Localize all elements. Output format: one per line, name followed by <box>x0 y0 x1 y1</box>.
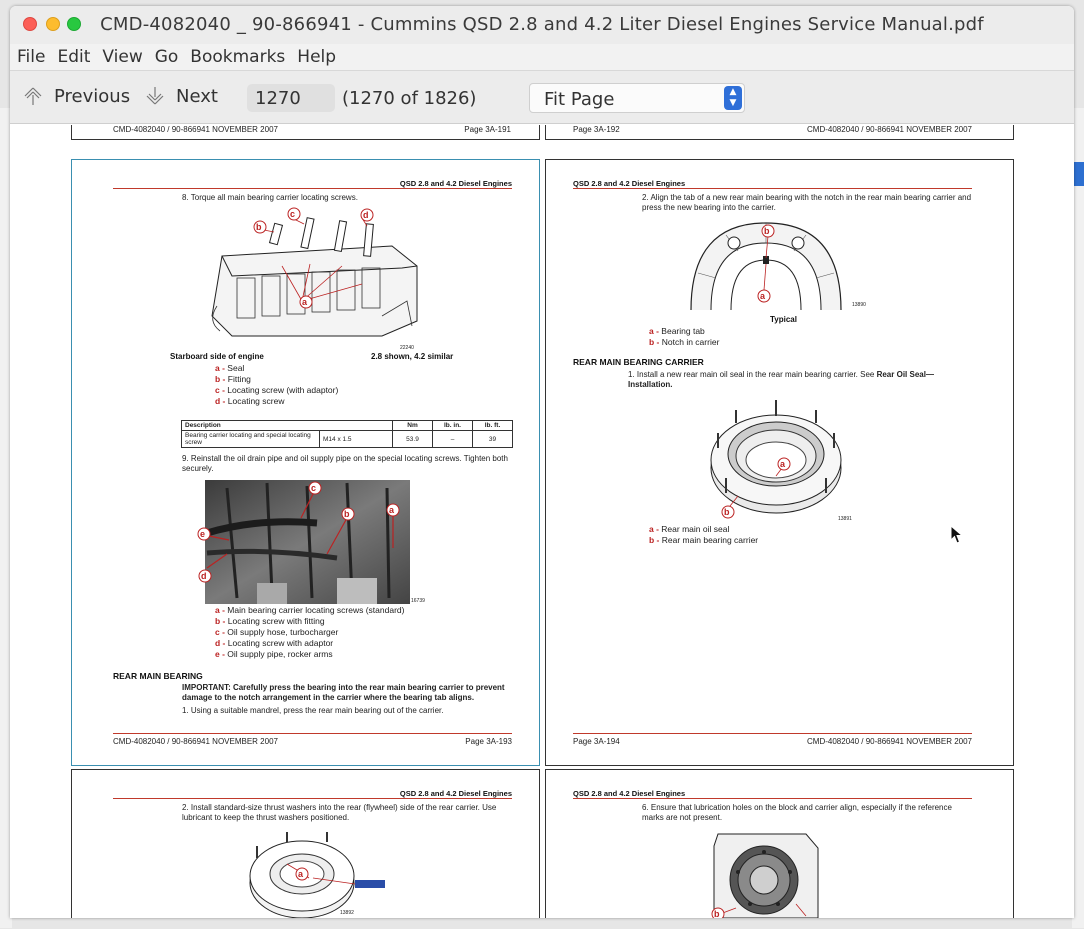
legend-item: b - Locating screw with fitting <box>215 616 325 626</box>
section-heading: REAR MAIN BEARING CARRIER <box>573 357 704 367</box>
page-3A-192 <box>545 125 1014 140</box>
legend-item: a - Main bearing carrier locating screws (standard) <box>215 605 405 615</box>
page-count: (1270 of 1826) <box>342 88 477 109</box>
table-cell: 53.9 <box>393 431 433 448</box>
arrow-down-icon <box>144 85 166 107</box>
svg-text:a: a <box>760 291 766 301</box>
legend-item: d - Locating screw with adaptor <box>215 638 334 648</box>
step-6: 6. Ensure that lubrication holes on the block and carrier align, especially if the reference marks are not present. <box>642 803 952 822</box>
legend-fig1 <box>215 363 338 407</box>
legend-item: b - Notch in carrier <box>649 337 720 347</box>
legend-item: a - Rear main oil seal <box>649 524 730 534</box>
menu-go[interactable]: Go <box>154 47 179 67</box>
page-3A-196 <box>545 769 1014 918</box>
header-rule <box>113 188 512 189</box>
page-header: QSD 2.8 and 4.2 Diesel Engines <box>399 789 512 798</box>
footer-rule <box>113 733 512 734</box>
step-9: 9. Reinstall the oil drain pipe and oil supply pipe on the special locating screws. Tighten both securely. <box>182 454 508 473</box>
menu-bookmarks[interactable]: Bookmarks <box>190 47 286 67</box>
table-header-cell: lb. in. <box>433 421 473 431</box>
svg-text:c: c <box>311 483 317 493</box>
mouse-cursor-icon <box>950 525 964 545</box>
legend-item: b - Rear main bearing carrier <box>649 535 759 545</box>
legend-fig2 <box>649 524 758 546</box>
page-3A-194 <box>545 159 1014 766</box>
title-bar <box>10 6 1074 44</box>
page-header: QSD 2.8 and 4.2 Diesel Engines <box>573 179 686 188</box>
footer-right: CMD-4082040 / 90-866941 NOVEMBER 2007 <box>807 125 972 134</box>
figure-caption-left: Starboard side of engine <box>170 352 264 361</box>
figure-number: 13892 <box>340 910 354 916</box>
step-1: 1. Using a suitable mandrel, press the rear main bearing out of the carrier. <box>182 706 444 715</box>
table-cell: – <box>433 431 473 448</box>
svg-text:d: d <box>363 210 369 220</box>
menu-edit[interactable]: Edit <box>57 47 91 67</box>
legend-fig2 <box>215 605 404 660</box>
toolbar <box>10 70 1074 124</box>
table-header-cell: Nm <box>393 421 433 431</box>
section-heading: REAR MAIN BEARING <box>113 671 203 681</box>
svg-text:b: b <box>764 226 770 236</box>
menu-file[interactable]: File <box>17 47 46 67</box>
page-3A-195 <box>71 769 540 918</box>
menu-view[interactable]: View <box>102 47 143 67</box>
header-rule <box>573 798 972 799</box>
figure-number: 22240 <box>400 345 414 351</box>
figure-number: 13890 <box>852 302 866 308</box>
legend-fig1 <box>649 326 719 348</box>
step-8: 8. Torque all main bearing carrier locating screws. <box>182 193 358 202</box>
svg-text:b: b <box>724 507 730 517</box>
oil-pipe-photo <box>197 478 412 606</box>
svg-text:b: b <box>256 222 262 232</box>
thrust-washer-illustration <box>247 828 387 918</box>
menu-bar <box>10 44 1074 70</box>
previous-label: Previous <box>54 85 131 107</box>
svg-text:d: d <box>201 571 207 581</box>
block-carrier-illustration <box>706 828 826 918</box>
footer-left: Page 3A-194 <box>573 737 620 746</box>
figure-number: 13891 <box>838 516 852 522</box>
window-title: CMD-4082040 _ 90-866941 - Cummins QSD 2.8 and 4.2 Liter Diesel Engines Service Manual.pdf <box>100 14 984 35</box>
bearing-carrier-illustration <box>686 218 846 313</box>
previous-button[interactable] <box>22 85 130 107</box>
svg-text:e: e <box>200 529 206 539</box>
svg-text:b: b <box>344 509 350 519</box>
figure-caption-right: 2.8 shown, 4.2 similar <box>371 352 454 361</box>
legend-item: c - Locating screw (with adaptor) <box>215 385 339 395</box>
page-3A-191 <box>71 125 540 140</box>
zoom-value: Fit Page <box>544 89 615 110</box>
svg-text:a: a <box>298 869 304 879</box>
legend-item: d - Locating screw <box>215 396 285 406</box>
next-button[interactable] <box>144 85 218 107</box>
figure-caption: Typical <box>770 315 797 324</box>
footer-right: Page 3A-191 <box>464 125 511 134</box>
table-header-cell: Description <box>182 421 393 431</box>
updown-chevron-icon: ▲ ▼ <box>724 86 742 110</box>
svg-text:a: a <box>780 459 786 469</box>
table-header-row <box>182 421 513 431</box>
figure-number: 16739 <box>411 598 425 604</box>
svg-text:c: c <box>290 209 296 219</box>
step-1: 1. Install a new rear main oil seal in the rear main bearing carrier. See Rear Oil Seal—Installation. <box>628 370 934 389</box>
footer-left: CMD-4082040 / 90-866941 NOVEMBER 2007 <box>113 125 278 134</box>
svg-text:a: a <box>389 505 395 515</box>
footer-right: Page 3A-193 <box>465 737 512 746</box>
legend-item: b - Fitting <box>215 374 251 384</box>
table-header-cell: lb. ft. <box>473 421 513 431</box>
menu-help[interactable]: Help <box>297 47 337 67</box>
engine-block-illustration <box>202 206 427 351</box>
header-rule <box>573 188 972 189</box>
footer-left: CMD-4082040 / 90-866941 NOVEMBER 2007 <box>113 737 278 746</box>
footer-left: Page 3A-192 <box>573 125 620 134</box>
legend-item: e - Oil supply pipe, rocker arms <box>215 649 333 659</box>
legend-item: c - Oil supply hose, turbocharger <box>215 627 339 637</box>
footer-rule <box>573 733 972 734</box>
oil-seal-illustration <box>706 398 846 523</box>
page-header: QSD 2.8 and 4.2 Diesel Engines <box>399 179 512 188</box>
svg-text:b: b <box>714 909 720 919</box>
important-note: IMPORTANT: Carefully press the bearing into the rear main bearing carrier to prevent damage to the notch arrangement in the carrier where the bearing tab aligns. <box>182 683 505 702</box>
page-view[interactable] <box>10 125 1074 918</box>
table-cell: Bearing carrier locating and special locating screw <box>182 431 320 448</box>
zoom-select[interactable] <box>529 83 745 113</box>
page-header: QSD 2.8 and 4.2 Diesel Engines <box>573 789 686 798</box>
step-2: 2. Install standard-size thrust washers into the rear (flywheel) side of the rear carrier. Use lubricant to keep the thrust washers positioned. <box>182 803 497 822</box>
page-3A-193 <box>71 159 540 766</box>
next-label: Next <box>176 85 218 107</box>
legend-item: a - Bearing tab <box>649 326 705 336</box>
torque-table <box>181 420 513 448</box>
page-number-input[interactable] <box>247 84 335 112</box>
footer-right: CMD-4082040 / 90-866941 NOVEMBER 2007 <box>807 737 972 746</box>
document-viewer-window <box>10 6 1074 918</box>
svg-text:a: a <box>302 297 308 307</box>
table-row <box>182 431 513 448</box>
step-2: 2. Align the tab of a new rear main bearing with the notch in the rear main bearing carrier and press the new bearing into the carrier. <box>642 193 972 212</box>
table-cell: 39 <box>473 431 513 448</box>
arrow-up-icon <box>22 85 44 107</box>
legend-item: a - Seal <box>215 363 245 373</box>
table-cell: M14 x 1.5 <box>320 431 393 448</box>
header-rule <box>113 798 512 799</box>
